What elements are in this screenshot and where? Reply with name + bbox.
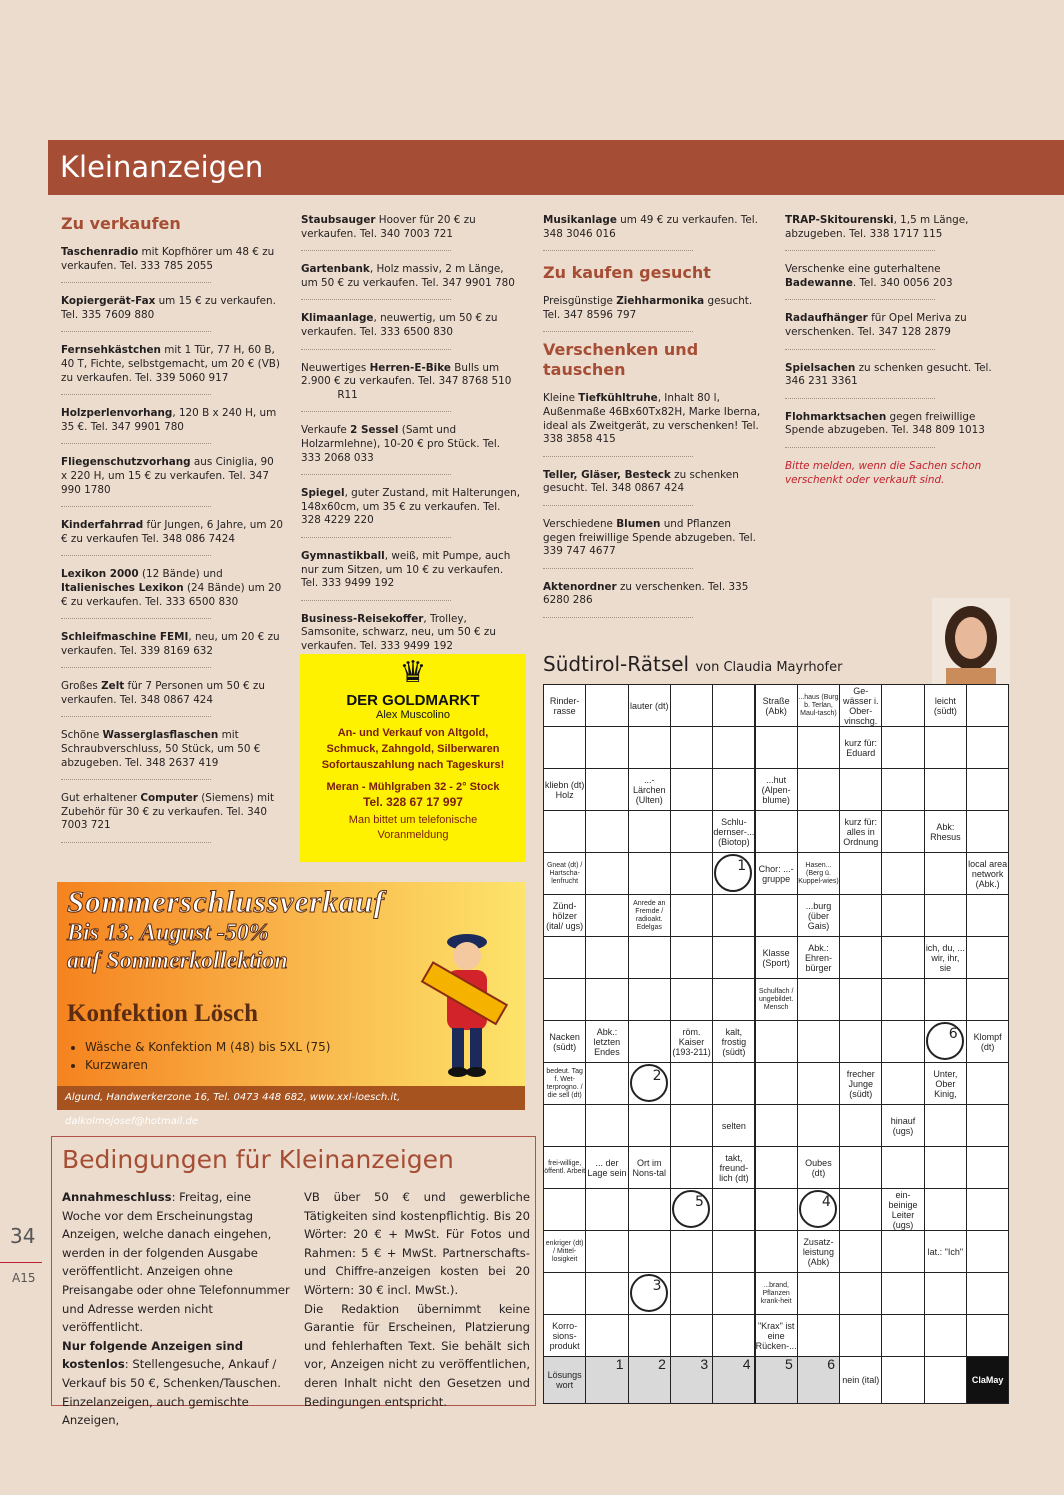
section-heading-verschenken: Verschenken und tauschen: [543, 340, 699, 380]
answer-cell[interactable]: [670, 1230, 713, 1273]
solution-cell[interactable]: [755, 1356, 798, 1404]
puzzle-brand: ClaMay: [966, 1356, 1009, 1404]
answer-cell[interactable]: [543, 936, 586, 979]
goldmarkt-address: Meran - Mühlgraben 32 - 2° Stock: [326, 781, 500, 793]
conditions-text-right: VB über 50 € und gewerbliche Tätigkeiten sind kostenpflichtig. Bis 20 Wörter: 20 € + MwSt. Für Fotos und Rahmen: 5 € + MwSt. Partnerschafts- und Chiffre-anzeigen kosten bei 20 Wörtern: 30 € incl. MwSt.). Die Redaktion übernimmt keine Garantie für Erscheinen, Platzierung und fehlerhaften Text. Sie behält sich vor, Anzeigen nicht zu veröffentlichen, deren Inhalt nicht den Gesetzen und Bedingungen entspricht.: [304, 1190, 530, 1409]
clue-cell: nein (ital): [839, 1356, 882, 1404]
solution-cell[interactable]: [797, 1356, 840, 1404]
solution-number: 1: [615, 1356, 624, 1372]
clue-cell: "Krax" ist eine Rücken-...: [755, 1314, 798, 1357]
classified-ad: Gartenbank, Holz massiv, 2 m Länge, um 50 € zu verkaufen. Tel. 347 9901 780: [301, 263, 451, 300]
puzzle-name: Südtirol-Rätsel: [543, 652, 690, 676]
clue-cell: Unter, Ober Kinig,: [924, 1062, 967, 1105]
puzzle-author: von Claudia Mayrhofer: [695, 660, 843, 675]
answer-cell[interactable]: [881, 894, 924, 937]
answer-cell[interactable]: [585, 978, 628, 1021]
classified-ad: Kopiergerät-Fax um 15 € zu verkaufen. Tel. 335 7609 880: [61, 295, 211, 332]
classified-ad: Aktenordner zu verschenken. Tel. 335 6280 286: [543, 581, 693, 618]
solution-number: 3: [700, 1356, 709, 1372]
clue-cell: selten: [712, 1104, 755, 1147]
solution-number: 6: [948, 1026, 958, 1042]
classified-ad: Radaufhänger für Opel Meriva zu verschenken. Tel. 347 128 2879: [785, 312, 935, 349]
section-heading-zu-kaufen: Zu kaufen gesucht: [543, 263, 711, 283]
goldmarkt-owner: Alex Muscolino: [376, 709, 450, 721]
clue-cell: Hasen... (Berg ü. Kuppel-wies): [797, 852, 840, 895]
answer-cell[interactable]: [924, 1272, 967, 1315]
clue-cell: ...haus (Burg b. Terlan, Maul-tasch): [797, 684, 840, 727]
answer-cell[interactable]: [628, 1230, 671, 1273]
classified-ad: Gut erhaltener Computer (Siemens) mit Zubehör für 30 € zu verkaufen. Tel. 340 7003 721: [61, 792, 211, 843]
conditions-text-left: Annahmeschluss: Freitag, eine Woche vor dem Erscheinungstag Anzeigen, welche danach eingehen, werden in der folgenden Ausgabe veröffentlicht. Anzeigen ohne Preisangabe oder ohne Telefonnummer und Adresse werden nicht veröffentlicht. Nur folgende Anzeigen sind kostenlos: Stellengesuche, Ankauf / Verkauf bis 50 €, Schenken/Tauschen. Einzelanzeigen, auch gemischte Anzeigen,: [62, 1190, 290, 1428]
answer-cell[interactable]: [670, 894, 713, 937]
answer-cell[interactable]: [628, 978, 671, 1021]
clue-cell: Ge-wässer i. Ober-vinschg.: [839, 684, 882, 727]
answer-cell[interactable]: [881, 1230, 924, 1273]
answer-cell[interactable]: [839, 1272, 882, 1315]
answer-cell[interactable]: [966, 810, 1009, 853]
classified-ad: Flohmarktsachen gegen freiwillige Spende abzugeben. Tel. 348 809 1013: [785, 411, 935, 448]
answer-cell[interactable]: [670, 978, 713, 1021]
answer-cell[interactable]: [966, 1062, 1009, 1105]
answer-cell[interactable]: [670, 810, 713, 853]
goldmarkt-line: Schmuck, Zahngold, Silberwaren: [326, 743, 500, 755]
clue-cell: Chor: ...-gruppe: [755, 852, 798, 895]
clue-cell: kurz für: alles in Ordnung: [839, 810, 882, 853]
answer-cell[interactable]: [881, 852, 924, 895]
answer-cell[interactable]: [628, 936, 671, 979]
clue-cell: Anrede an Fremde / radioakt. Edelgas: [628, 894, 671, 937]
answer-cell[interactable]: [585, 1188, 628, 1231]
answer-cell[interactable]: [797, 810, 840, 853]
goldmarkt-ad: [300, 654, 526, 862]
answer-cell[interactable]: [966, 894, 1009, 937]
answer-cell[interactable]: [881, 684, 924, 727]
divider: [0, 1262, 42, 1263]
answer-cell[interactable]: [670, 1314, 713, 1357]
sale-date: Bis 13. August -50%: [67, 920, 269, 946]
answer-cell[interactable]: [670, 684, 713, 727]
ad-list: [543, 214, 769, 251]
answer-cell[interactable]: [924, 1356, 967, 1404]
clue-cell: kliebn (dt) Holz: [543, 768, 586, 811]
solution-cell[interactable]: [712, 1356, 755, 1404]
answer-cell[interactable]: [797, 1272, 840, 1315]
answer-cell[interactable]: [924, 894, 967, 937]
answer-cell[interactable]: [966, 1188, 1009, 1231]
clue-cell: ... der Lage sein: [585, 1146, 628, 1189]
answer-cell[interactable]: [670, 1104, 713, 1147]
column-2: [301, 214, 527, 675]
sale-bullets: [67, 1038, 330, 1074]
answer-cell[interactable]: [839, 1020, 882, 1063]
ad-list: [543, 295, 769, 332]
classified-ad: Holzperlenvorhang, 120 B x 240 H, um 35 €. Tel. 347 9901 780: [61, 407, 211, 444]
solution-circle[interactable]: [630, 1274, 668, 1312]
answer-cell[interactable]: [924, 768, 967, 811]
classified-ad: Gymnastikball, weiß, mit Pumpe, auch nur zum Sitzen, um 10 € zu verkaufen. Tel. 333 9499 192: [301, 550, 451, 601]
answer-cell[interactable]: [585, 1314, 628, 1357]
solution-cell[interactable]: [628, 1356, 671, 1404]
solution-number: 5: [694, 1194, 704, 1210]
classified-ad: Fernsehkästchen mit 1 Tür, 77 H, 60 B, 40 T, Fichte, selbstgemacht, um 20 € (VB) zu verkaufen. Tel. 339 5060 917: [61, 344, 211, 395]
answer-cell[interactable]: [966, 726, 1009, 769]
clue-cell: Ort im Nons-tal: [628, 1146, 671, 1189]
answer-cell[interactable]: [585, 768, 628, 811]
answer-cell[interactable]: [966, 1272, 1009, 1315]
answer-cell[interactable]: [924, 978, 967, 1021]
answer-cell[interactable]: [585, 1230, 628, 1273]
answer-cell[interactable]: [881, 1356, 924, 1404]
clue-cell: Korro-sions-produkt: [543, 1314, 586, 1357]
answer-cell[interactable]: [585, 726, 628, 769]
answer-cell[interactable]: [712, 1188, 755, 1231]
answer-cell[interactable]: [755, 1020, 798, 1063]
answer-cell[interactable]: [755, 894, 798, 937]
solution-circle[interactable]: [799, 1190, 837, 1228]
clue-cell: Oubes (dt): [797, 1146, 840, 1189]
clue-cell: ...-Lärchen (Ulten): [628, 768, 671, 811]
answer-cell[interactable]: [839, 978, 882, 1021]
answer-cell[interactable]: [543, 810, 586, 853]
answer-cell[interactable]: [670, 1146, 713, 1189]
answer-cell[interactable]: [585, 936, 628, 979]
answer-cell[interactable]: [966, 768, 1009, 811]
answer-cell[interactable]: [670, 1062, 713, 1105]
answer-cell[interactable]: [628, 726, 671, 769]
classified-ad: Spiegel, guter Zustand, mit Halterungen, 148x60cm, um 35 € zu verkaufen. Tel. 328 4229 220: [301, 487, 451, 538]
ad-list: [785, 214, 1011, 448]
answer-cell[interactable]: [628, 1104, 671, 1147]
answer-cell[interactable]: [839, 1146, 882, 1189]
answer-cell[interactable]: [585, 1104, 628, 1147]
answer-cell[interactable]: [628, 1314, 671, 1357]
clue-cell: Schlu-dernser-... (Biotop): [712, 810, 755, 853]
solution-number: 3: [652, 1278, 662, 1294]
page-code: A15: [12, 1271, 36, 1285]
answer-cell[interactable]: [839, 894, 882, 937]
crossword-grid: [543, 684, 1009, 1404]
solution-number: 5: [785, 1356, 793, 1372]
column-zu-verkaufen: [61, 214, 289, 855]
answer-cell[interactable]: [839, 1230, 882, 1273]
answer-cell[interactable]: [712, 1230, 755, 1273]
answer-cell[interactable]: [881, 1020, 924, 1063]
answer-cell[interactable]: [839, 936, 882, 979]
goldmarkt-phone: Tel. 328 67 17 997: [363, 795, 463, 809]
classified-ad: Schleifmaschine FEMI, neu, um 20 € zu verkaufen. Tel. 339 8169 632: [61, 631, 211, 668]
clue-cell: hinauf (ugs): [881, 1104, 924, 1147]
answer-cell[interactable]: [585, 1272, 628, 1315]
answer-cell[interactable]: [755, 1188, 798, 1231]
answer-cell[interactable]: [628, 1188, 671, 1231]
column-note: Bitte melden, wenn die Sachen schon verschenkt oder verkauft sind.: [785, 459, 982, 486]
sale-bullet: • Wäsche & Konfektion M (48) bis 5XL (75): [85, 1038, 330, 1056]
crown-icon: ♛: [399, 656, 427, 689]
clue-cell: ...burg (über Gais): [797, 894, 840, 937]
answer-cell[interactable]: [839, 852, 882, 895]
answer-cell[interactable]: [543, 726, 586, 769]
puzzle-title: [543, 652, 842, 676]
clue-cell: Klasse (Sport): [755, 936, 798, 979]
answer-cell[interactable]: [712, 1314, 755, 1357]
answer-cell[interactable]: [881, 1146, 924, 1189]
classified-ad: Taschenradio mit Kopfhörer um 48 € zu verkaufen. Tel. 333 785 2055: [61, 246, 211, 283]
answer-cell[interactable]: [966, 936, 1009, 979]
answer-cell[interactable]: [712, 1062, 755, 1105]
answer-cell[interactable]: [966, 1104, 1009, 1147]
answer-cell[interactable]: [543, 978, 586, 1021]
answer-cell[interactable]: [966, 684, 1009, 727]
classified-ad: Verkaufe 2 Sessel (Samt und Holzarmlehne), 10-20 € pro Stück. Tel. 333 2068 033: [301, 424, 451, 475]
answer-cell[interactable]: [924, 1188, 967, 1231]
sale-footer: Algund, Handwerkerzone 16, Tel. 0473 448 682, www.xxl-loesch.it, dalkolmojosef@hotmail.de: [57, 1086, 525, 1110]
classified-ad: TRAP-Skitourenski, 1,5 m Länge, abzugeben. Tel. 338 1717 115: [785, 214, 935, 251]
solution-number: 1: [737, 858, 747, 874]
answer-cell[interactable]: [712, 978, 755, 1021]
answer-cell[interactable]: [585, 894, 628, 937]
answer-cell[interactable]: [924, 1314, 967, 1357]
answer-cell[interactable]: [670, 1272, 713, 1315]
classified-ad: Klimaanlage, neuwertig, um 50 € zu verkaufen. Tel. 333 6500 830: [301, 312, 451, 349]
answer-cell[interactable]: [585, 810, 628, 853]
classified-ad: Verschiedene Blumen und Pflanzen gegen freiwillige Spende abzugeben. Tel. 339 747 4677: [543, 518, 693, 569]
answer-cell[interactable]: [797, 726, 840, 769]
answer-cell[interactable]: [755, 1062, 798, 1105]
answer-cell[interactable]: [924, 852, 967, 895]
sale-ad: [57, 882, 525, 1127]
clue-cell: Abk: Rhesus: [924, 810, 967, 853]
solution-number: 2: [652, 1068, 662, 1084]
answer-cell[interactable]: [585, 1062, 628, 1105]
answer-cell[interactable]: [712, 684, 755, 727]
solution-number: 2: [658, 1356, 666, 1372]
author-photo: [932, 598, 1010, 684]
answer-cell[interactable]: [543, 1104, 586, 1147]
classified-ad: Preisgünstige Ziehharmonika gesucht. Tel. 347 8596 797: [543, 295, 693, 332]
answer-cell[interactable]: [881, 1272, 924, 1315]
classified-ad: Kleine Tiefkühltruhe, Inhalt 80 l, Außenmaße 46Bx60Tx82H, Marke Iberna, ideal als Zweitgerät, zu verschenken! Tel. 338 3858 415: [543, 392, 693, 456]
classified-ad: Musikanlage um 49 € zu verkaufen. Tel. 348 3046 016: [543, 214, 693, 251]
conditions-box: [51, 1136, 536, 1428]
clue-cell: lauter (dt): [628, 684, 671, 727]
clue-cell: ich, du, ... wir, ihr, sie: [924, 936, 967, 979]
page-number: 34: [10, 1224, 36, 1248]
answer-cell[interactable]: [966, 1314, 1009, 1357]
sale-shop: Konfektion Lösch: [67, 1000, 259, 1027]
clue-cell: Klompf (dt): [966, 1020, 1009, 1063]
answer-cell[interactable]: [755, 810, 798, 853]
clue-cell: bedeut. Tag f. Wet-terprogno. / die sell (dt): [543, 1062, 586, 1105]
answer-cell[interactable]: [924, 726, 967, 769]
answer-cell[interactable]: [881, 768, 924, 811]
classified-ad: Schöne Wasserglasflaschen mit Schraubverschluss, 50 Stück, um 50 € abzugeben. Tel. 348 2637 419: [61, 729, 211, 780]
goldmarkt-note: Man bittet um telefonische: [348, 814, 478, 826]
clue-cell: local area network (Abk.): [966, 852, 1009, 895]
clue-cell: Schulfach / ungebildet. Mensch: [755, 978, 798, 1021]
answer-cell[interactable]: [712, 768, 755, 811]
sale-headline: Sommerschlussverkauf: [67, 884, 385, 919]
answer-cell[interactable]: [839, 1314, 882, 1357]
classified-ad: Lexikon 2000 (12 Bände) und Italienisches Lexikon (24 Bände) um 20 € zu verkaufen. Tel. 333 6500 830: [61, 568, 211, 619]
goldmarkt-note: Voranmeldung: [377, 829, 449, 841]
clue-cell: ein-beinige Leiter (ugs): [881, 1188, 924, 1231]
page-title: Kleinanzeigen: [60, 150, 264, 184]
clue-cell: Nacken (südt): [543, 1020, 586, 1063]
goldmarkt-line: Sofortauszahlung nach Tageskurs!: [321, 759, 505, 771]
ad-list: [301, 214, 527, 663]
column-4: [785, 214, 1011, 487]
clue-cell: kalt, frostig (südt): [712, 1020, 755, 1063]
classified-ad: Großes Zelt für 7 Personen um 50 € zu verkaufen. Tel. 348 0867 424: [61, 680, 211, 717]
answer-cell[interactable]: [797, 1062, 840, 1105]
classified-ad: Fliegenschutzvorhang aus Ciniglia, 90 x 220 H, um 15 € zu verkaufen. Tel. 347 990 1780: [61, 456, 211, 507]
solution-circle[interactable]: [714, 854, 752, 892]
answer-cell[interactable]: [839, 1104, 882, 1147]
column-3: [543, 214, 769, 630]
clue-cell: ...brand, Pflanzen krank-heit: [755, 1272, 798, 1315]
classified-ad: Neuwertiges Herren-E-Bike Bulls um 2.900 € zu verkaufen. Tel. 347 8768 510 R11: [301, 362, 451, 413]
answer-cell[interactable]: [966, 1230, 1009, 1273]
ad-list: [61, 246, 289, 843]
clue-cell: takt, freund-lich (dt): [712, 1146, 755, 1189]
clue-cell: röm. Kaiser (193-211): [670, 1020, 713, 1063]
clue-cell: Rinder-rasse: [543, 684, 586, 727]
section-heading-zu-verkaufen: Zu verkaufen: [61, 214, 181, 233]
goldmarkt-line: An- und Verkauf von Altgold,: [337, 727, 489, 739]
answer-cell[interactable]: [670, 936, 713, 979]
clue-cell: ...hut (Alpen-blume): [755, 768, 798, 811]
answer-cell[interactable]: [966, 978, 1009, 1021]
clue-cell: leicht (südt): [924, 684, 967, 727]
answer-cell[interactable]: [839, 768, 882, 811]
answer-cell[interactable]: [797, 1314, 840, 1357]
answer-cell[interactable]: [670, 726, 713, 769]
answer-cell[interactable]: [755, 726, 798, 769]
header-banner: [48, 140, 1064, 195]
classified-ad: Kinderfahrrad für Jungen, 6 Jahre, um 20 € zu verkaufen Tel. 348 086 7424: [61, 519, 211, 556]
answer-cell[interactable]: [712, 894, 755, 937]
answer-cell[interactable]: [670, 768, 713, 811]
classified-ad: Business-Reisekoffer, Trolley, Samsonite, schwarz, neu, um 50 € zu verkaufen. Tel. 333 9499 192: [301, 613, 451, 664]
answer-cell[interactable]: [755, 1104, 798, 1147]
sale-bullet: • Kurzwaren: [85, 1056, 330, 1074]
classified-ad: Spielsachen zu schenken gesucht. Tel. 346 231 3361: [785, 362, 935, 399]
answer-cell[interactable]: [797, 978, 840, 1021]
answer-cell[interactable]: [881, 978, 924, 1021]
answer-cell[interactable]: [585, 684, 628, 727]
answer-cell[interactable]: [712, 936, 755, 979]
answer-cell[interactable]: [585, 852, 628, 895]
classified-ad: Verschenke eine guterhaltene Badewanne. Tel. 340 0056 203: [785, 263, 935, 300]
solution-number: 4: [821, 1194, 831, 1210]
classified-ad: Teller, Gläser, Besteck zu schenken gesucht. Tel. 348 0867 424: [543, 469, 693, 506]
answer-cell[interactable]: [839, 1188, 882, 1231]
solution-cell[interactable]: [585, 1356, 628, 1404]
clue-cell: Straße (Abk): [755, 684, 798, 727]
clue-cell: lat.: "Ich": [924, 1230, 967, 1273]
solution-circle[interactable]: [672, 1190, 710, 1228]
answer-cell[interactable]: [543, 1272, 586, 1315]
clue-cell: Zünd-hölzer (ital/ ugs): [543, 894, 586, 937]
conditions-title: Bedingungen für Kleinanzeigen: [62, 1145, 454, 1174]
answer-cell[interactable]: [628, 1020, 671, 1063]
clue-cell: Abk.: letzten Endes: [585, 1020, 628, 1063]
clue-cell: frei-willige, öffentl. Arbeit: [543, 1146, 586, 1189]
answer-cell[interactable]: [797, 1104, 840, 1147]
answer-cell[interactable]: [881, 726, 924, 769]
solution-number: 6: [827, 1356, 836, 1372]
solution-label: Lösungs wort: [543, 1356, 586, 1404]
answer-cell[interactable]: [881, 1314, 924, 1357]
clue-cell: Abk.: Ehren-bürger: [797, 936, 840, 979]
clue-cell: Zusatz-leistung (Abk): [797, 1230, 840, 1273]
answer-cell[interactable]: [881, 1062, 924, 1105]
clue-cell: kurz für: Eduard: [839, 726, 882, 769]
answer-cell[interactable]: [755, 1146, 798, 1189]
answer-cell[interactable]: [712, 726, 755, 769]
solution-cell[interactable]: [670, 1356, 713, 1404]
solution-circle[interactable]: [630, 1064, 668, 1102]
clue-cell: enkriger (dt) / Mittel-losigkeit: [543, 1230, 586, 1273]
solution-number: 4: [742, 1356, 751, 1372]
answer-cell[interactable]: [797, 1020, 840, 1063]
mascot-figure-icon: [412, 922, 517, 1082]
answer-cell[interactable]: [966, 1146, 1009, 1189]
answer-cell[interactable]: [712, 1272, 755, 1315]
ad-list: [543, 392, 769, 618]
answer-cell[interactable]: [670, 852, 713, 895]
answer-cell[interactable]: [881, 810, 924, 853]
goldmarkt-name: DER GOLDMARKT: [346, 692, 480, 709]
clue-cell: Gneat (dt) / Hartscha-lenfrucht: [543, 852, 586, 895]
sale-collection: auf Sommerkollektion: [67, 948, 288, 974]
answer-cell[interactable]: [797, 768, 840, 811]
classified-ad: Staubsauger Hoover für 20 € zu verkaufen. Tel. 340 7003 721: [301, 214, 451, 251]
solution-circle[interactable]: [926, 1022, 964, 1060]
answer-cell[interactable]: [755, 1230, 798, 1273]
answer-cell[interactable]: [543, 1188, 586, 1231]
answer-cell[interactable]: [924, 1104, 967, 1147]
answer-cell[interactable]: [924, 1146, 967, 1189]
answer-cell[interactable]: [628, 810, 671, 853]
answer-cell[interactable]: [881, 936, 924, 979]
clue-cell: frecher Junge (südt): [839, 1062, 882, 1105]
answer-cell[interactable]: [628, 852, 671, 895]
